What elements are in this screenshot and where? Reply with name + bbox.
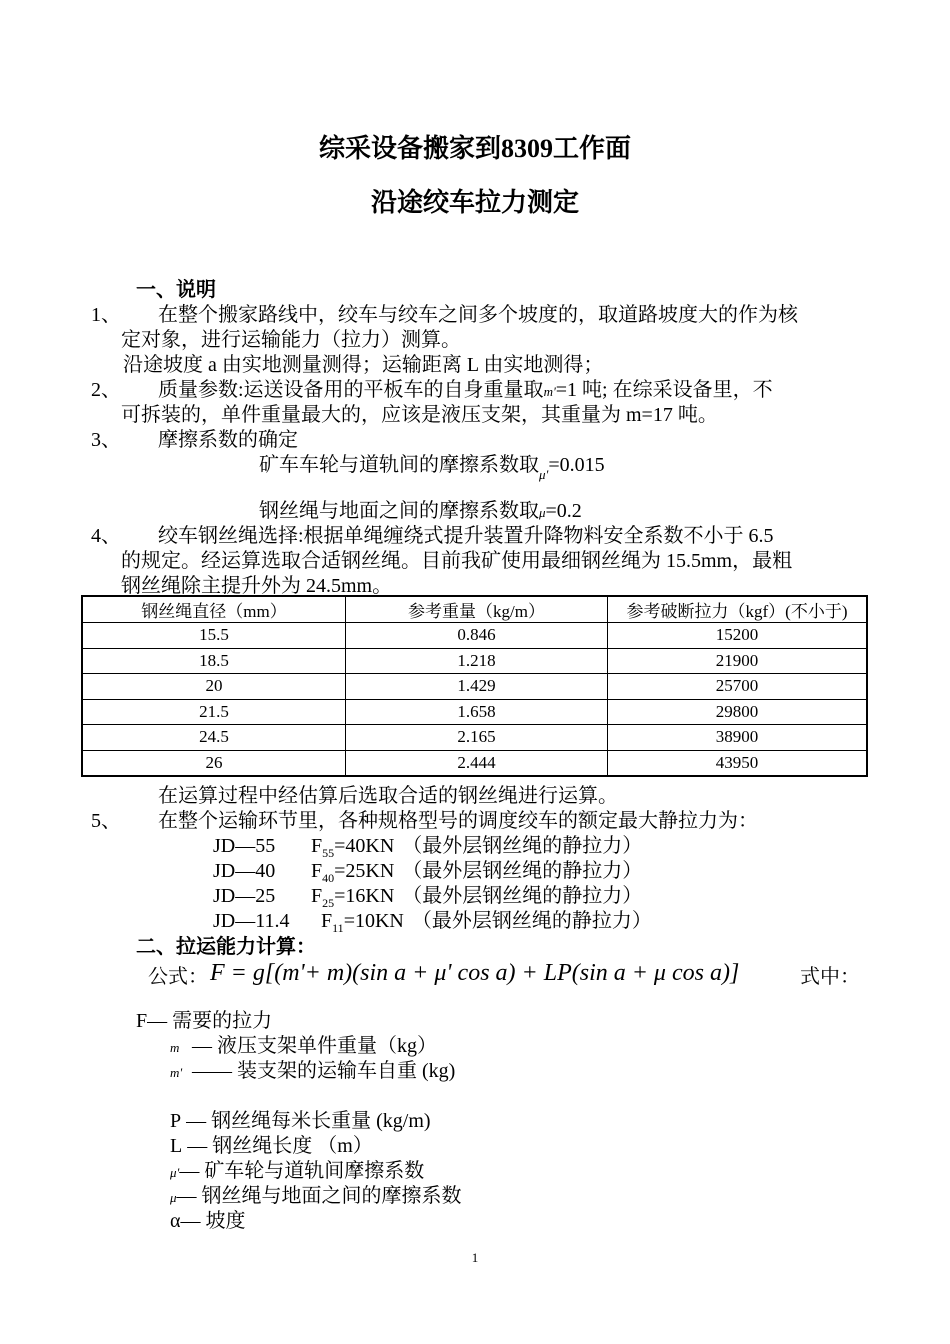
item4-text: 绞车钢丝绳选择:根据单绳缠绕式提升装置升降物料安全系数不小于 6.5 — [158, 525, 774, 547]
table-cell: 18.5 — [82, 648, 346, 674]
winch-force-subscript: 25 — [322, 896, 335, 910]
table-row — [82, 699, 867, 725]
table-cell: 1.218 — [346, 648, 608, 674]
def-symbol: F — [136, 1010, 148, 1032]
table-cell: 43950 — [608, 750, 868, 776]
def-symbol: μ — [170, 1190, 177, 1205]
table-row — [82, 648, 867, 674]
winch-model: JD—40 — [213, 860, 276, 882]
winch-force-symbol: F — [321, 910, 333, 932]
def-text: — 钢丝绳长度 （m） — [187, 1135, 373, 1157]
table-cell: 15.5 — [82, 623, 346, 649]
table-header-breaking-force: 参考破断拉力（kgf）(不小于) — [608, 596, 868, 623]
winch-force-value: =25KN — [334, 860, 395, 882]
formula: F = g[(m'+ m)(sin a + μ' cos a) + LP(sin a + μ cos a)] — [210, 960, 740, 986]
item1-note: 沿途坡度 a 由实地测量测得；运输距离 L 由实地测得； — [123, 354, 604, 376]
item5-text: 在整个运输环节里，各种规格型号的调度绞车的额定最大静拉力为： — [158, 810, 758, 832]
friction-line1-text: 矿车车轮与道轨间的摩擦系数取 — [259, 454, 539, 476]
table-cell: 24.5 — [82, 725, 346, 751]
winch-force-symbol: F — [311, 860, 323, 882]
winch-force-value: =10KN — [343, 910, 404, 932]
item4-number: 4、 — [91, 525, 121, 547]
table-header-row — [82, 596, 867, 623]
table-cell: 2.444 — [346, 750, 608, 776]
def-symbol: P — [170, 1110, 182, 1132]
item2-continuation: 可拆装的，单件重量最大的，应该是液压支架，其重量为 m=17 吨。 — [121, 404, 718, 426]
item3-number: 3、 — [91, 429, 121, 451]
winch-note: （最外层钢丝绳的静拉力） — [402, 885, 643, 907]
doc-title-line2: 沿途绞车拉力测定 — [370, 188, 579, 217]
doc-title-line1: 综采设备搬家到8309工作面 — [318, 134, 631, 163]
mu-prime-symbol: μ' — [539, 467, 549, 482]
item2-text-a: 质量参数:运送设备用的平板车的自身重量取 — [158, 379, 544, 401]
winch-force-symbol: F — [311, 885, 323, 907]
formula-label: 公式： — [148, 966, 208, 988]
table-cell: 0.846 — [346, 623, 608, 649]
winch-force-subscript: 11 — [332, 921, 344, 935]
table-cell: 21900 — [608, 648, 868, 674]
table-cell: 26 — [82, 750, 346, 776]
def-text: —— 装支架的运输车自重 (kg) — [192, 1060, 456, 1082]
item2-number: 2、 — [91, 379, 121, 401]
table-row — [82, 725, 867, 751]
friction-line2-value: =0.2 — [545, 500, 582, 522]
def-symbol: α — [170, 1210, 181, 1232]
def-text: — 矿车轮与道轨间摩擦系数 — [179, 1160, 425, 1182]
winch-model: JD—55 — [213, 835, 276, 857]
def-symbol: L — [170, 1135, 183, 1157]
def-text: — 液压支架单件重量（kg） — [192, 1035, 437, 1057]
item2-symbol: m' — [543, 384, 556, 399]
item1-text: 在整个搬家路线中，绞车与绞车之间多个坡度的，取道路坡度大的作为核 — [158, 304, 798, 326]
friction-line2-text: 钢丝绳与地面之间的摩擦系数取 — [259, 500, 539, 522]
winch-model: JD—11.4 — [213, 910, 290, 932]
wire-rope-table — [81, 595, 868, 777]
table-cell: 25700 — [608, 674, 868, 700]
winch-force-subscript: 40 — [322, 871, 335, 885]
winch-force-subscript: 55 — [322, 846, 335, 860]
def-text: — 钢丝绳每米长重量 (kg/m) — [186, 1110, 431, 1132]
friction-line1-value: =0.015 — [548, 454, 605, 476]
winch-force-value: =16KN — [334, 885, 395, 907]
item3-text: 摩擦系数的确定 — [158, 429, 298, 451]
table-header-diameter: 钢丝绳直径（mm） — [82, 596, 346, 623]
def-text: — 需要的拉力 — [147, 1010, 273, 1032]
table-cell: 2.165 — [346, 725, 608, 751]
def-symbol: m — [170, 1040, 180, 1055]
section2-heading: 二、拉运能力计算： — [136, 936, 316, 958]
table-cell: 38900 — [608, 725, 868, 751]
winch-model: JD—25 — [213, 885, 276, 907]
winch-note: （最外层钢丝绳的静拉力） — [402, 860, 643, 882]
table-cell: 1.429 — [346, 674, 608, 700]
winch-note: （最外层钢丝绳的静拉力） — [411, 910, 652, 932]
table-cell: 20 — [82, 674, 346, 700]
page-number: 1 — [471, 1250, 479, 1265]
def-m-prime — [170, 1054, 455, 1083]
mu-symbol: μ — [539, 505, 546, 520]
item5-number: 5、 — [91, 810, 121, 832]
def-symbol: μ' — [170, 1165, 180, 1180]
item4-continuation1: 的规定。经运算选取合适钢丝绳。目前我矿使用最细钢丝绳为 15.5mm，最粗 — [121, 550, 793, 572]
after-table-text: 在运算过程中经估算后选取合适的钢丝绳进行运算。 — [158, 785, 618, 807]
friction-line1 — [259, 448, 605, 482]
winch-force-value: =40KN — [334, 835, 395, 857]
item4-continuation2: 钢丝绳除主提升外为 24.5mm。 — [121, 575, 393, 597]
def-text: — 钢丝绳与地面之间的摩擦系数 — [176, 1185, 462, 1207]
def-symbol: m' — [170, 1065, 183, 1080]
item1-number: 1、 — [91, 304, 121, 326]
table-cell: 1.658 — [346, 699, 608, 725]
def-alpha — [170, 1204, 245, 1233]
where-label: 式中： — [800, 966, 860, 988]
item2-text-b: =1 吨; 在综采设备里，不 — [555, 379, 773, 401]
table-cell: 29800 — [608, 699, 868, 725]
def-text: — 坡度 — [180, 1210, 246, 1232]
table-row — [82, 750, 867, 776]
table-cell: 15200 — [608, 623, 868, 649]
table-header-weight: 参考重量（kg/m） — [346, 596, 608, 623]
winch-note: （最外层钢丝绳的静拉力） — [402, 835, 643, 857]
table-row — [82, 674, 867, 700]
section1-heading: 一、说明 — [136, 279, 216, 301]
table-cell: 21.5 — [82, 699, 346, 725]
table-row — [82, 623, 867, 649]
item1-continuation: 定对象，进行运输能力（拉力）测算。 — [121, 329, 461, 351]
winch-force-symbol: F — [311, 835, 323, 857]
